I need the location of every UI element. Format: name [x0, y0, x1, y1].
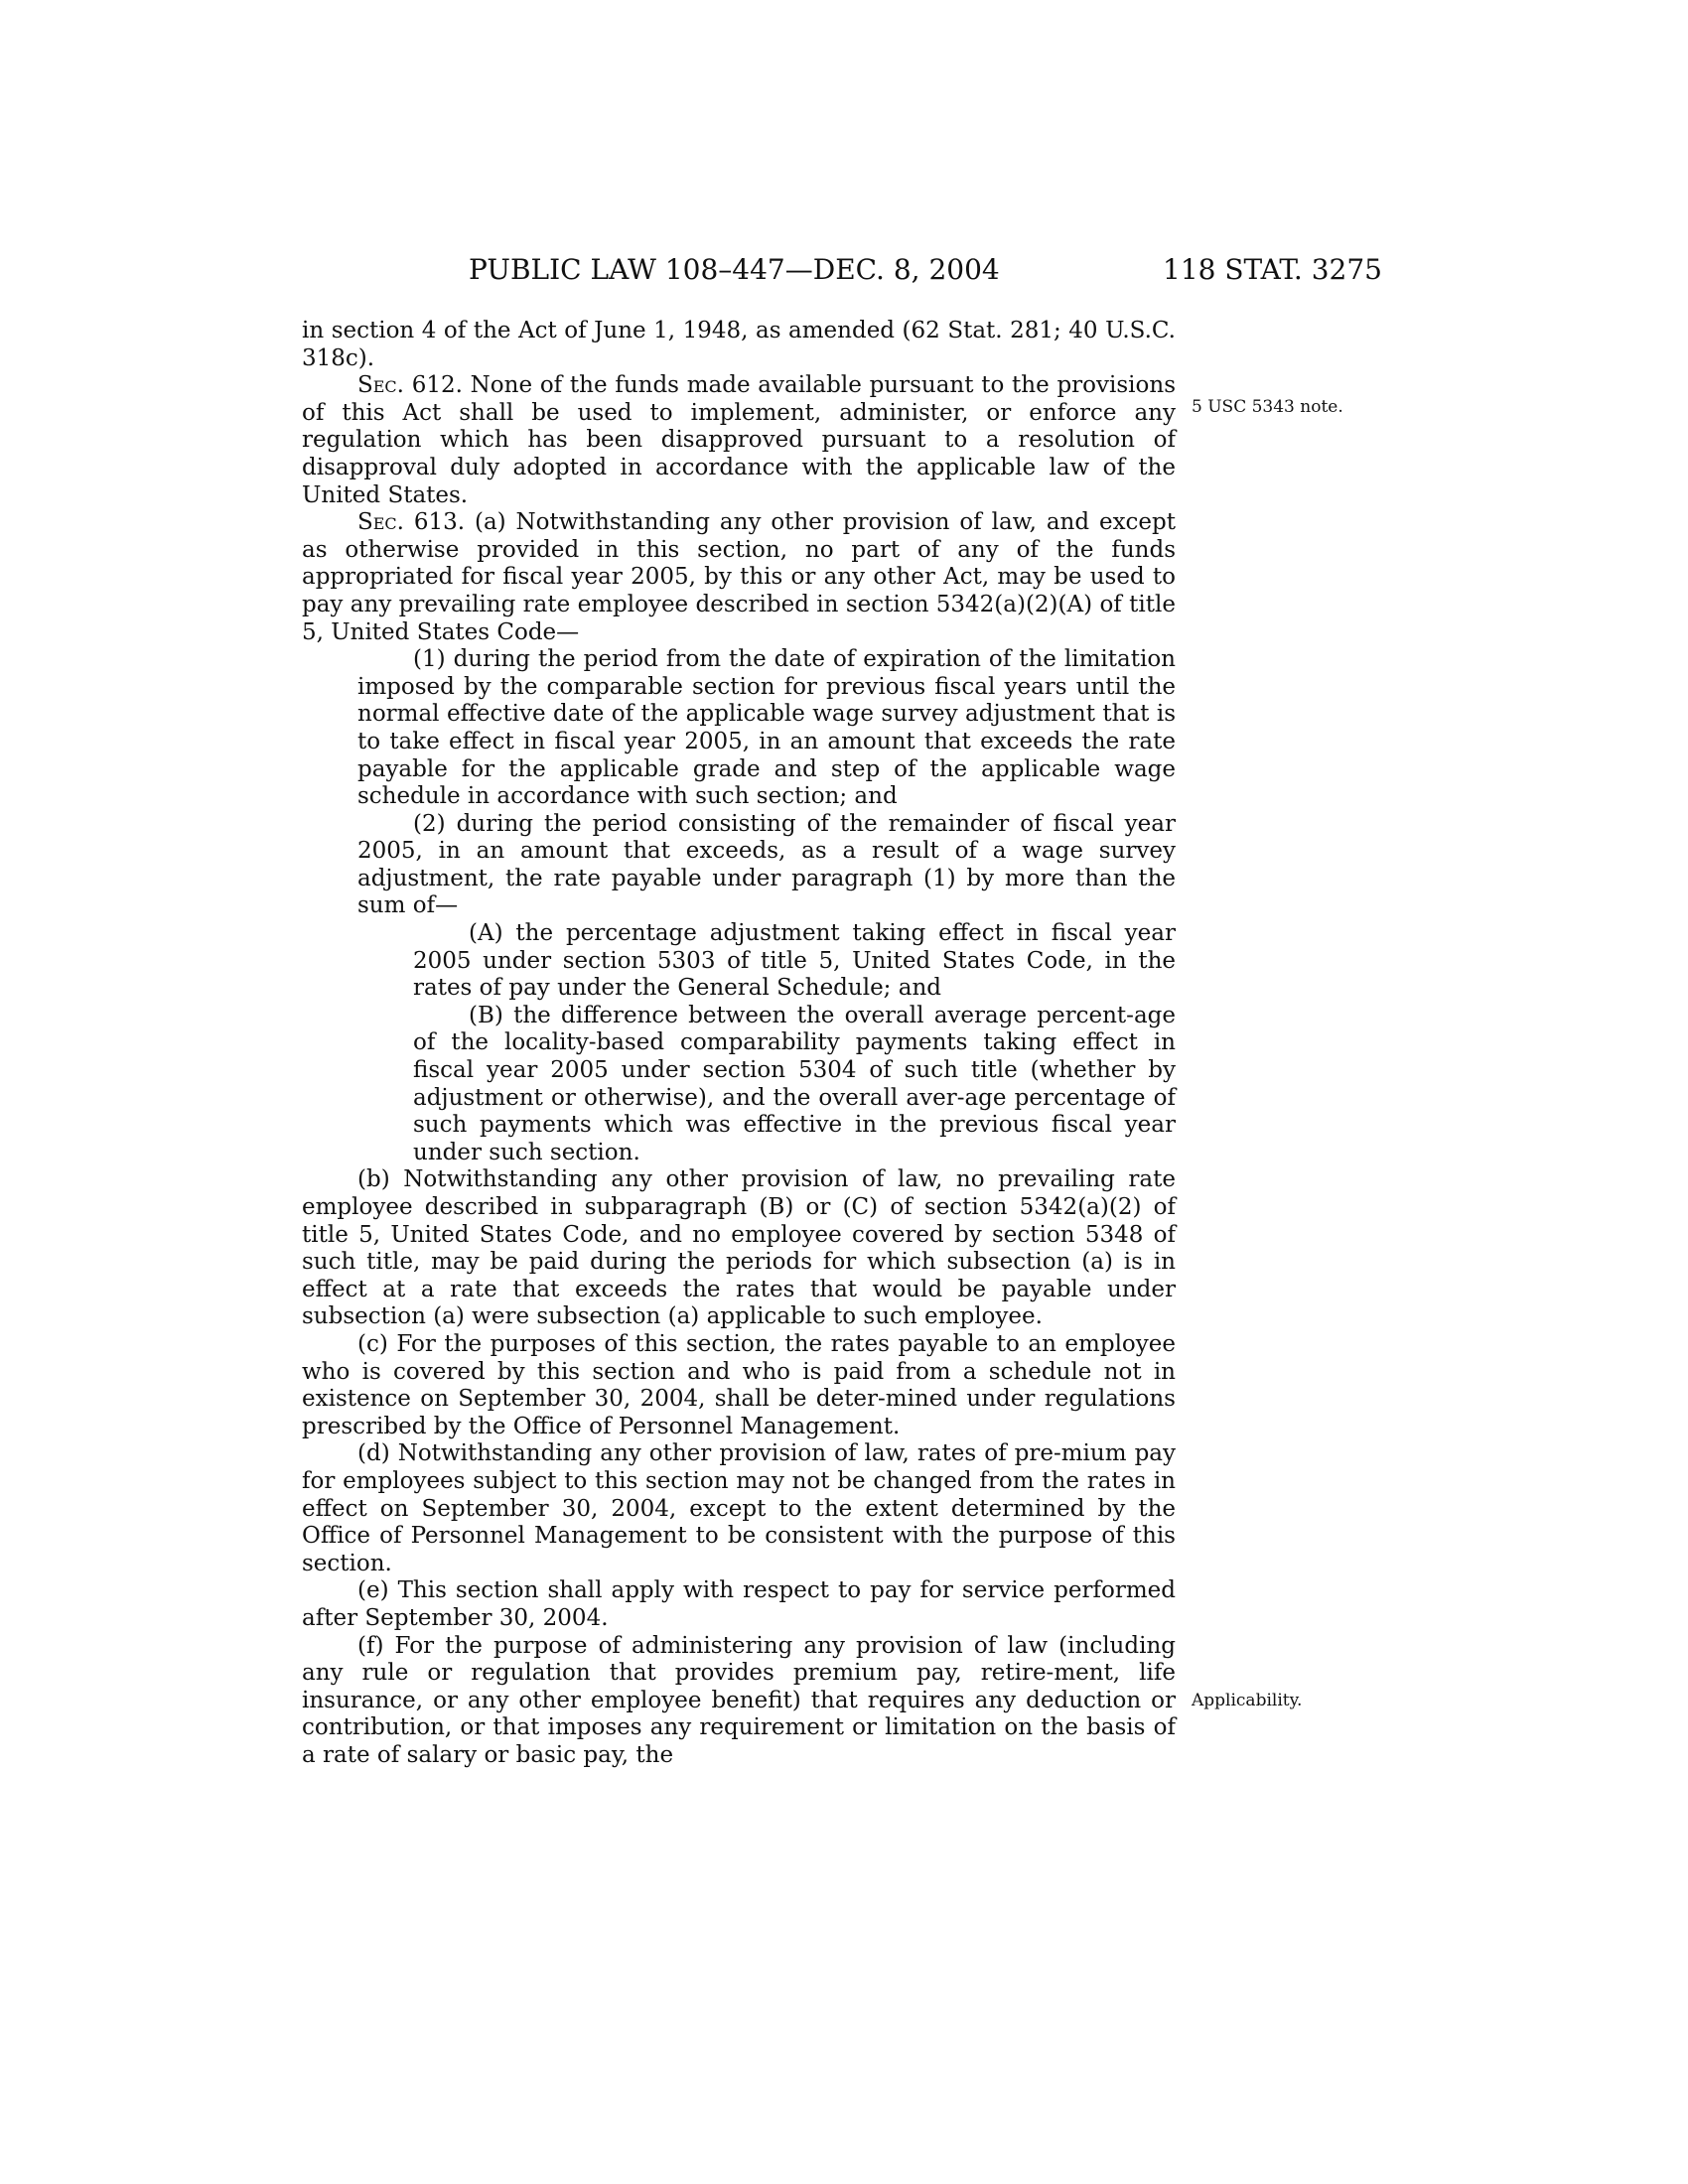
subsection-b: (b) Notwithstanding any other provision of law, no prevailing rate employee described in subparagraph (B) or (C) of section 5342(a)(2) of title 5, United States Code, and no employee covered by section 5348 of such title, may be paid during the periods for which subsection (a) is in effect at a rate that exceeds the rates that would be payable under subsection (a) were subsection (a) applicable to such employee.	[302, 1166, 1176, 1330]
section-label: Sec.	[357, 509, 404, 536]
section-613-text: 613. (a) Notwithstanding any other provision of law, and except as otherwise provided in this section, no part of any of the funds appropriated for fiscal year 2005, by this or any other Act, may be used to pay any prevailing rate employee described in section 5342(a)(2)(A) of title 5, United States Code—	[302, 509, 1176, 645]
document-body	[302, 318, 1176, 1769]
subsection-f: (f) For the purpose of administering any provision of law (including any rule or regulation that provides premium pay, retire-ment, life insurance, or any other employee benefit) that requires any deduction or contribution, or that imposes any requirement or limitation on the basis of a rate of salary or basic pay, the	[302, 1632, 1176, 1768]
page-header	[298, 250, 1382, 290]
subparagraph-a-2-A: (A) the percentage adjustment taking effect in fiscal year 2005 under section 5303 of title 5, United States Code, in the rates of pay under the General Schedule; and	[413, 920, 1176, 1002]
statute-page-number: 118 STAT. 3275	[1163, 253, 1382, 286]
section-612	[302, 372, 1176, 509]
subsection-c: (c) For the purposes of this section, the rates payable to an employee who is covered by this section and who is paid from a schedule not in existence on September 30, 2004, shall be deter-mined under regulations prescribed by the Office of Personnel Management.	[302, 1330, 1176, 1439]
page-title: PUBLIC LAW 108–447—DEC. 8, 2004	[469, 253, 1000, 286]
section-label: Sec.	[357, 372, 404, 399]
paragraph-continuation: in section 4 of the Act of June 1, 1948, as amended (62 Stat. 281; 40 U.S.C. 318c).	[302, 318, 1176, 371]
margin-note-usc-reference: 5 USC 5343 note.	[1192, 397, 1343, 417]
section-613-a	[302, 509, 1176, 646]
subparagraph-a-2-B: (B) the difference between the overall average percent-age of the locality-based comparability payments taking effect in fiscal year 2005 under section 5304 of such title (whether by adjustment or otherwise), and the overall aver-age percentage of such payments which was effective in the previous fiscal year under such section.	[413, 1002, 1176, 1165]
section-612-text: 612. None of the funds made available pursuant to the provisions of this Act shall be used to implement, administer, or enforce any regulation which has been disapproved pursuant to a resolution of disapproval duly adopted in accordance with the applicable law of the United States.	[302, 372, 1176, 508]
margin-note-applicability: Applicability.	[1192, 1691, 1303, 1710]
paragraph-a-1: (1) during the period from the date of expiration of the limitation imposed by the comparable section for previous fiscal years until the normal effective date of the applicable wage survey adjustment that is to take effect in fiscal year 2005, in an amount that exceeds the rate payable for the applicable grade and step of the applicable wage schedule in accordance with such section; and	[357, 646, 1176, 810]
paragraph-a-2: (2) during the period consisting of the remainder of fiscal year 2005, in an amount that exceeds, as a result of a wage survey adjustment, the rate payable under paragraph (1) by more than the sum of—	[357, 810, 1176, 919]
subsection-d: (d) Notwithstanding any other provision of law, rates of pre-mium pay for employees subject to this section may not be changed from the rates in effect on September 30, 2004, except to the extent determined by the Office of Personnel Management to be consistent with the purpose of this section.	[302, 1440, 1176, 1576]
subsection-e: (e) This section shall apply with respect to pay for service performed after September 30, 2004.	[302, 1577, 1176, 1631]
